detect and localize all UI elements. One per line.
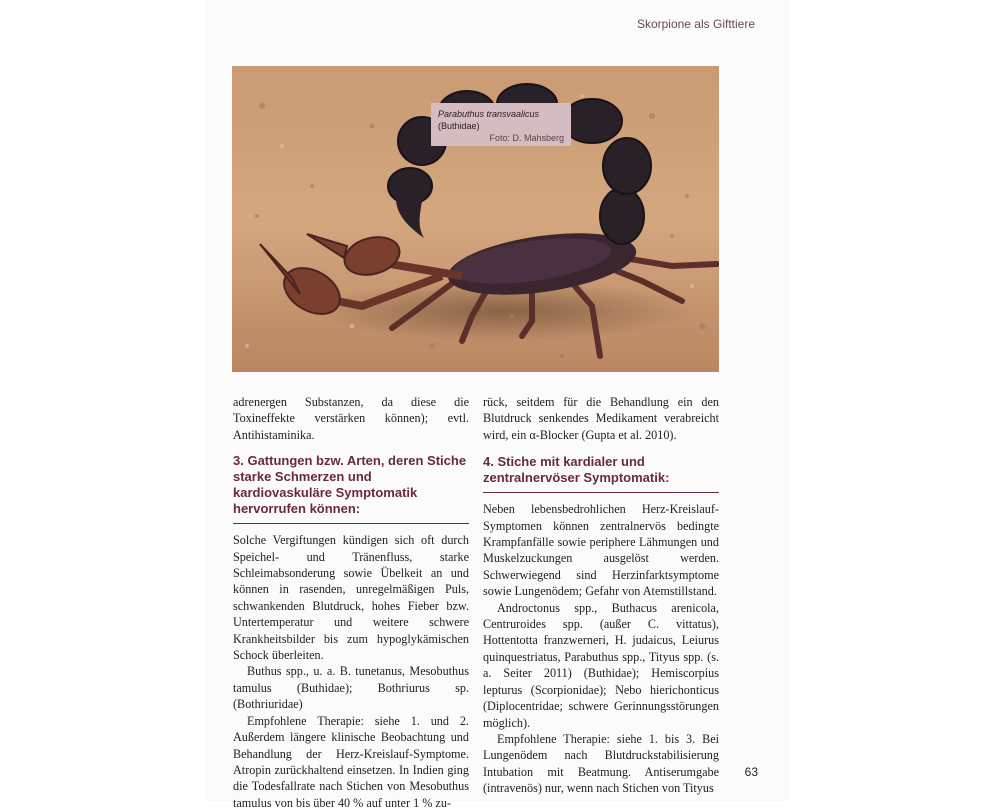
right-paragraph-3: Empfohlene Therapie: siehe 1. bis 3. Bei Lungenödem nach Blutdruckstabilisierung Intubation mit Beatmung. Antiserumgabe (intravenös) nur, wenn nach Stichen von Tityus [483, 731, 719, 796]
left-paragraph-3: Empfohlene Therapie: siehe 1. und 2. Außerdem längere klinische Beobachtung und Behandlung der Herz-Kreislauf-Symptome. Atropin zurückhaltend einsetzen. In Indien ging die Todesfallrate nach Stichen von Mesobuthus tamulus von bis über 40 % auf unter 1 % zu- [233, 713, 469, 810]
left-paragraph-2: Buthus spp., u. a. B. tunetanus, Mesobuthus tamulus (Buthidae); Bothriurus sp. (Bothriuridae) [233, 664, 469, 712]
caption-species: Parabuthus transvaalicus [438, 109, 540, 119]
right-intro-paragraph: rück, seitdem für die Behandlung ein den Blutdruck senkendes Medikament verabreicht wird, ein α-Blocker (Gupta et al. 2010). [483, 395, 719, 442]
book-page [207, 0, 789, 810]
section-3-heading: 3. Gattungen bzw. Arten, deren Stiche starke Schmerzen und kardiovaskuläre Symptomatik hervorrufen können: [233, 453, 469, 524]
caption-credit: Foto: D. Mahsberg [489, 133, 564, 143]
right-column [483, 394, 719, 797]
left-intro-paragraph: adrenergen Substanzen, da diese die Toxineffekte verstärken können); evtl. Antihistaminika. [233, 395, 469, 442]
right-paragraph-2: Androctonus spp., Buthacus arenicola, Centruroides spp. (außer C. vittatus), Hottentotta franzwerneri, H. judaicus, Leiurus quinquestriatus, Parabuthus spp., Tityus spp. (s. a. Seiter 2011) (Buthidae); Hemiscorpius lepturus (Scorpionidae); Nebo hierichonticus (Diplocentridae; schwere Gerinnungsstörungen möglich). [483, 600, 719, 730]
left-paragraph-1: Solche Vergiftungen kündigen sich oft durch Speichel- und Tränenfluss, starke Schleimabsonderung sowie Übelkeit an und können in rasenden, unregelmäßigen Puls, schwankenden Blutdruck, hohes Fieber bzw. Untertemperatur und weitere schwere Krankheitsbilder bis zum hypoglykämischen Schock überleiten. [233, 533, 469, 663]
section-4-heading: 4. Stiche mit kardialer und zentralnervöser Symptomatik: [483, 454, 719, 493]
right-paragraph-1: Neben lebensbedrohlichen Herz-Kreislauf-Symptomen können zentralnervös bedingte Krampfanfälle sowie periphere Lähmungen und Muskelzuckungen ausgelöst werden. Schwerwiegend sind Herzinfarktsymptome sowie Lungenödem; Gefahr von Atemstillstand. [483, 502, 719, 599]
caption-family: (Buthidae) [438, 121, 480, 131]
left-column [233, 394, 469, 811]
page-number: 63 [744, 765, 758, 779]
photo-caption [431, 103, 571, 146]
running-header: Skorpione als Gifttiere [636, 17, 755, 31]
